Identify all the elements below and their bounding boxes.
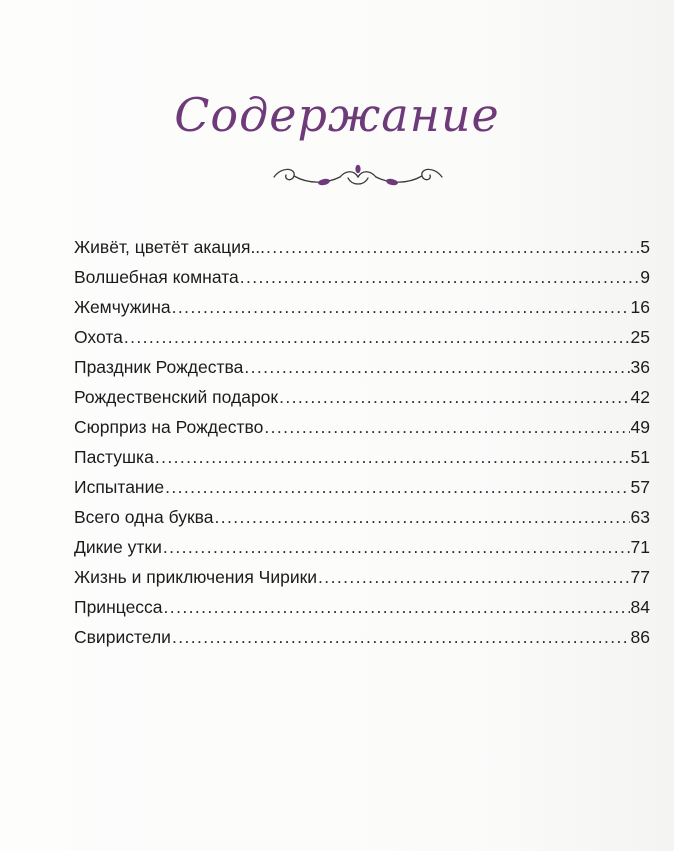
toc-entry-title: Дикие утки [74,537,162,557]
toc-entry [74,232,650,262]
toc-entry-page: 49 [630,417,650,437]
toc-entry [74,502,650,532]
dot-leader [155,442,630,472]
toc-entry-title: Живёт, цветёт акация... [74,237,266,257]
toc-entry-title: Рождественский подарок [74,387,279,407]
toc-entry [74,622,650,652]
dot-leader [172,622,630,652]
toc-entry-page: 9 [640,267,650,287]
toc-entry-page: 5 [640,237,650,257]
dot-leader [264,412,629,442]
toc-entry-title: Пастушка [74,447,154,467]
toc-entry [74,592,650,622]
toc-entry-title: Жизнь и приключения Чирики [74,567,318,587]
toc-entry-title: Праздник Рождества [74,357,244,377]
toc-entry [74,442,650,472]
toc-entry-page: 86 [630,627,650,647]
toc-entry-page: 63 [630,507,650,527]
dot-leader [172,292,630,322]
flourish-ornament-icon [268,160,448,194]
toc-entry-title: Свиристели [74,627,171,647]
dot-leader [165,472,629,502]
dot-leader [124,322,630,352]
toc-entry-page: 16 [630,297,650,317]
toc-entry [74,472,650,502]
toc-entry-page: 57 [630,477,650,497]
toc-entry-page: 42 [630,387,650,407]
toc-entry-title: Испытание [74,477,165,497]
dot-leader [163,532,630,562]
toc-entry-title: Принцесса [74,597,163,617]
toc-entry [74,262,650,292]
dot-leader [240,262,640,292]
dot-leader [279,382,629,412]
dot-leader [318,562,629,592]
dot-leader [164,592,630,622]
toc-entry [74,292,650,322]
toc-entry-page: 51 [630,447,650,467]
toc-entry-title: Всего одна буква [74,507,214,527]
toc-entry-title: Жемчужина [74,297,171,317]
toc-entry [74,322,650,352]
dot-leader [244,352,629,382]
toc-entry-page: 84 [630,597,650,617]
toc-entry [74,412,650,442]
toc-entry-title: Волшебная комната [74,267,239,287]
toc-entry [74,532,650,562]
toc-entry-title: Охота [74,327,123,347]
toc-entry-page: 36 [630,357,650,377]
toc-entry [74,382,650,412]
toc-entry-page: 77 [630,567,650,587]
dot-leader [266,232,639,262]
toc-entry-title: Сюрприз на Рождество [74,417,264,437]
table-of-contents [74,232,650,652]
dot-leader [214,502,629,532]
toc-entry [74,562,650,592]
toc-entry [74,352,650,382]
page-title: Содержание [174,88,500,142]
toc-entry-page: 71 [630,537,650,557]
toc-entry-page: 25 [630,327,650,347]
